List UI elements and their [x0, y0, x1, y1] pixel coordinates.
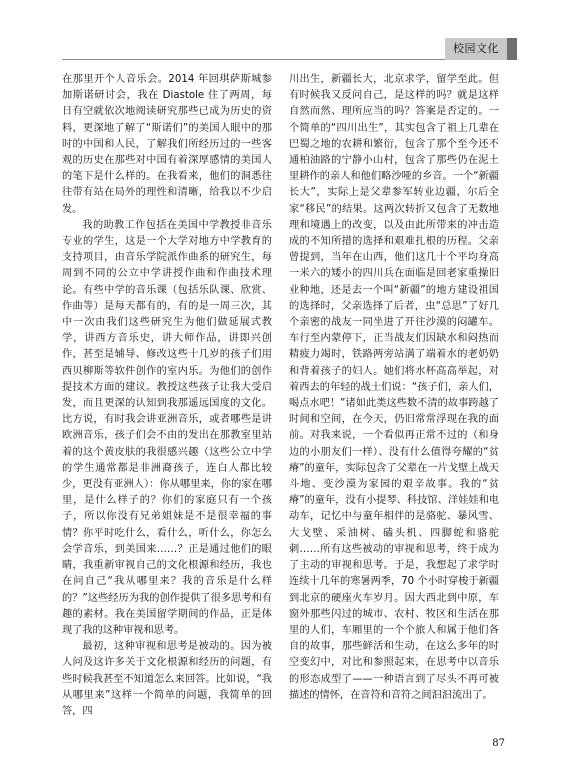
page-edge-marker: [507, 38, 517, 60]
page-number: 87: [492, 738, 505, 749]
section-label: 校园文化: [445, 38, 507, 60]
paragraph: 川出生，新疆长大，北京求学，留学至此。但有时候我又反问自己，是这样的吗？就是这样自然而然、理所应当的吗？答案是否定的。一个简单的“四川出生”，其实包含了祖上几辈在巴蜀之地的农耕和繁衍，包含了那个至今还不通柏油路的宁静小山村，包含了那些仍在泥土里耕作的亲人和他们略沙哑的乡音。一个“新疆长大”，实际上是父辈参军转业边疆，尔后全家“移民”的结果。这两次转折又包含了无数地理和境遇上的改变，以及由此所带来的冲击造成的不知所措的选择和艰难扎根的历程。父亲曾提到，当年在山西，他们这几十个平均身高一米六的矮小的四川兵在面临是回老家重操旧业种地，还是去一个叫“新疆”的地方建设祖国的选择时，父亲选择了后者，虫“总思”了好几个亲密的战友一同坐进了开往沙漠的闷罐车。车行至内蒙停下，正当战友们因缺水和闷热而精疲力竭时，铁路两旁站满了端着水的老奶奶和背着孩子的妇人。她们将水杯高高举起，对着西去的年轻的战士们说：“孩子们，亲人们，喝点水吧！”诸如此类这些数不清的故事跨越了时间和空间，在今天，仍旧常常浮现在我的面前。对我来说，一个看似再正常不过的（和身边的小朋友们一样）、没有什么值得夸耀的“贫瘠”的童年，实际包含了父辈在一片戈壁上战天斗地、变沙漠为家园的艰辛故事。我的“贫瘠”的童年，没有小提琴、科技馆、洋娃娃和电动车，记忆中与童年相伴的是骆驼、暴风雪、大戈壁、采油树、磕头机、四脚蛇和骆驼刺……所有这些被动的审视和思考，终于成为了主动的审视和思考。于是，我想起了求学时连续十几年的寒暑两季，70 个小时穿梭于新疆到北京的硬座火车岁月。因大西北到中原，车窗外那些闪过的城市、农村、牧区和生活在那里的人们，车厢里的一个个旅人和属于他们各自的故事，那些鲜活和生动，在这么多年的时空变幻中，对比和参照起来，在思考中以音乐的形态成型了——一种语言到了尽头不再可被描述的情怀，在音符和音符之间汩汩流出了。: [289, 74, 499, 701]
right-column: [289, 72, 499, 704]
paragraph: 最初，这种审视和思考是被动的。因为被人问及这许多关于文化根源和经历的问题，有些时候我甚至不知道怎么来回答。比如说，“我从哪里来”这样一个简单的问题，我简单的回答，四: [62, 641, 272, 717]
header-rule: [62, 59, 507, 60]
left-column: [62, 72, 272, 720]
paragraph: 在那里开个人音乐会。2014 年回琪萨斯城参加斯诺研讨会，我在 Diastole 住了两周，每日有空就依次地阅读研究那些已成为历史的资料，更深地了解了“斯诺们”的美国人眼中的那时的中国和人民，了解我们所经历过的一些客观的历史在那些对中国有着深厚感情的美国人的笔下是什么样的。在我看来，他们的洞悉往往带有站在局外的理性和清晰，给我以不少启发。: [62, 74, 272, 215]
paragraph: 我的助教工作包括在美国中学教授非音乐专业的学生，这是一个大学对地方中学教育的支持项目，由音乐学院派作曲系的研究生，每周到不同的公立中学讲授作曲和作曲技术理论。有些中学的音乐课（包括乐队课、欣赏、作曲等）是每天都有的，有的是一周三次，其中一次由我们这些研究生为他们做延展式教学，讲西方音乐史，讲大师作品，讲即兴创作，甚至是辅导、修改这些十几岁的孩子们用西贝柳斯等软件创作的室内乐。为他们的创作提技术方面的建议。教授这些孩子让我大受启发，而且更深的认知到我那遥远国度的文化。比方说，有时我会讲亚洲音乐，或者哪些是讲欧洲音乐，孩子们会不由的发出在那教室里站着的这个黄皮肤的我很感兴趣（这些公立中学的学生通常都是非洲裔孩子，连白人都比较少，更没有亚洲人）：你从哪里来，你的家在哪里，是什么样子的？你们的家庭只有一个孩子，所以你没有兄弟姐妹是不是很幸福的事情？你平时吃什么，看什么，听什么，你怎么会学音乐，到美国来……？正是通过他们的眼睛，我重新审视自己的文化根源和经历，我也在问自己“我从哪里来？我的音乐是什么样的？”这些经历为我的创作提供了很多思考和有趣的素材。我在美国留学期间的作品，正是体现了我的这种审视和思考。: [62, 219, 272, 636]
